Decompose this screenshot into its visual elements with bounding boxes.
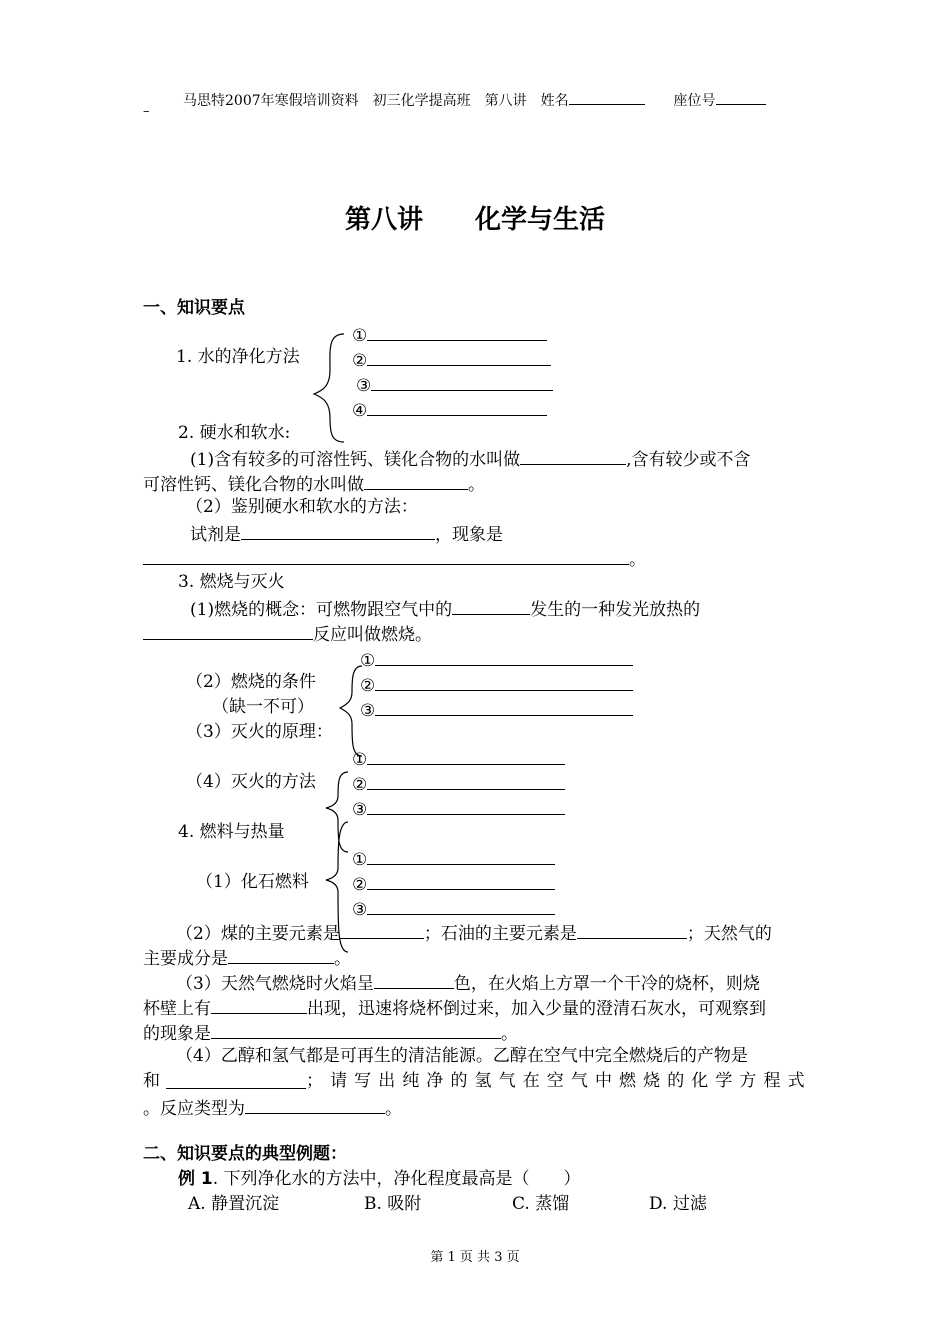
method-row-2 <box>352 772 565 795</box>
method-mark-1: ① <box>352 750 368 770</box>
item1-mark-1: ① <box>352 326 368 346</box>
p4-c: ；请写出纯净的氢气在空气中燃烧的化学方程式 <box>306 1071 808 1091</box>
item2-p1-c: 可溶性钙、镁化合物的水叫做 <box>143 475 364 495</box>
p3-d: 出现，迅速将烧杯倒过来，加入少量的澄清石灰水，可观察到 <box>307 999 766 1019</box>
item2-reagent-line <box>190 522 503 545</box>
p3-b: 色，在火焰上方罩一个干冷的烧杯，则烧 <box>453 974 760 994</box>
item1-blank-2 <box>367 348 551 366</box>
cond-sub: （缺一不可） <box>212 697 314 717</box>
item2-p1-d: 。 <box>468 475 485 495</box>
p3-c: 杯壁上有 <box>143 999 211 1019</box>
item3-p1-line1 <box>190 597 700 620</box>
p3-line3 <box>143 1021 518 1044</box>
p2-b: ；石油的主要元素是 <box>423 924 577 944</box>
p2-c: ；天然气的 <box>686 924 772 944</box>
oil-element-blank <box>577 921 687 939</box>
header-text: 马思特2007年寒假培训资料 初三化学提高班 第八讲 姓名 <box>183 93 569 109</box>
fossil-row-1 <box>352 847 555 870</box>
item3-label: 3. 燃烧与灭火 <box>178 572 285 592</box>
fossil-mark-3: ③ <box>352 900 368 920</box>
example-label: 例 1 <box>178 1169 213 1189</box>
method-mark-3: ③ <box>352 800 368 820</box>
flame-color-blank <box>374 971 454 989</box>
page-footer: 第 1 页 共 3 页 <box>430 1250 520 1265</box>
coal-element-blank <box>340 921 424 939</box>
item3-p1-c: 反应叫做燃烧。 <box>313 625 432 645</box>
item1-label: 1. 水的净化方法 <box>176 347 300 367</box>
fossil-row-2 <box>352 872 555 895</box>
method-row-1 <box>352 747 565 770</box>
fossil-mark-1: ① <box>352 850 368 870</box>
reaction-type-blank <box>143 622 313 640</box>
p3-a: （3）天然气燃烧时火焰呈 <box>176 974 374 994</box>
principle-label: （3）灭火的原理： <box>186 722 333 742</box>
p4-line2 <box>143 1071 808 1091</box>
name-blank <box>569 87 645 105</box>
option-c: C. 蒸馏 <box>512 1194 570 1214</box>
beaker-wall-blank <box>211 996 307 1014</box>
p2-line1 <box>176 921 772 944</box>
example-text: . 下列净化水的方法中，净化程度最高是（ ） <box>212 1169 581 1189</box>
item2-p1-line2 <box>143 472 485 495</box>
p3-line2 <box>143 996 766 1019</box>
item1-row-3 <box>356 373 553 396</box>
seat-label: 座位号 <box>673 93 716 109</box>
soft-water-blank <box>364 472 468 490</box>
p2-d: 主要成分是 <box>143 949 228 969</box>
reagent-blank <box>241 522 435 540</box>
method-blank-3 <box>367 797 565 815</box>
p4-b: 和 <box>143 1071 160 1091</box>
section2-heading: 二、知识要点的典型例题： <box>143 1144 347 1164</box>
item1-blank-4 <box>367 398 547 416</box>
hard-water-blank <box>520 447 626 465</box>
reagent-label: 试剂是 <box>190 525 241 545</box>
p4-line3 <box>143 1096 402 1119</box>
fossil-blank-2 <box>367 872 555 890</box>
p4-e: 。 <box>385 1099 402 1119</box>
method-blank-2 <box>367 772 565 790</box>
gas-component-blank <box>228 946 334 964</box>
p3-line1 <box>176 971 760 994</box>
p4-line1: （4）乙醇和氢气都是可再生的清洁能源。乙醇在空气中完全燃烧后的产物是 <box>176 1046 748 1066</box>
option-a: A. 静置沉淀 <box>188 1194 280 1214</box>
item3-p1-a: (1)燃烧的概念：可燃物跟空气中的 <box>190 600 453 620</box>
p3-e: 的现象是 <box>143 1024 211 1044</box>
seat-blank <box>716 87 766 105</box>
item1-row-2 <box>352 348 551 371</box>
p2-a: （2）煤的主要元素是 <box>176 924 340 944</box>
reaction-type-blank-2 <box>245 1096 385 1114</box>
p2-line2 <box>143 946 351 969</box>
option-d: D. 过滤 <box>649 1194 707 1214</box>
cond-row-3 <box>360 698 633 721</box>
cond-blank-3 <box>375 698 633 716</box>
page-title: 第八讲 化学与生活 <box>344 205 605 235</box>
cond-mark-3: ③ <box>360 701 376 721</box>
page-header <box>183 87 766 110</box>
method-label: （4）灭火的方法 <box>186 772 316 792</box>
cond-row-1 <box>360 648 633 671</box>
item2-phenomenon-line <box>143 547 646 570</box>
p4-d: 。反应类型为 <box>143 1099 245 1119</box>
fossil-blank-3 <box>367 897 555 915</box>
p3-f: 。 <box>501 1024 518 1044</box>
cond-mark-2: ② <box>360 676 376 696</box>
cond-blank-2 <box>375 673 633 691</box>
item1-mark-4: ④ <box>352 401 368 421</box>
fossil-label: （1）化石燃料 <box>196 872 309 892</box>
section1-heading: 一、知识要点 <box>143 298 245 318</box>
option-b: B. 吸附 <box>364 1194 422 1214</box>
method-row-3 <box>352 797 565 820</box>
item2-p1-b: ,含有较少或不含 <box>626 450 751 470</box>
fossil-row-3 <box>352 897 555 920</box>
item1-mark-2: ② <box>352 351 368 371</box>
ethanol-product-blank <box>166 1071 306 1089</box>
phenomenon-label: ，现象是 <box>435 525 503 545</box>
p2-e: 。 <box>334 949 351 969</box>
item2-p2: （2）鉴别硬水和软水的方法： <box>186 497 418 517</box>
phenomenon-blank <box>143 547 629 565</box>
air-component-blank <box>452 597 530 615</box>
item1-brace <box>310 330 350 445</box>
cond-blank-1 <box>375 648 633 666</box>
item2-end: 。 <box>629 550 646 570</box>
item3-p1-b: 发生的一种发光放热的 <box>530 600 701 620</box>
method-mark-2: ② <box>352 775 368 795</box>
item3-p1-line2 <box>143 622 432 645</box>
item1-row-1 <box>352 323 547 346</box>
item4-label: 4. 燃料与热量 <box>178 822 285 842</box>
cond-row-2 <box>360 673 633 696</box>
item2-p1-a: (1)含有较多的可溶性钙、镁化合物的水叫做 <box>190 450 521 470</box>
cond-mark-1: ① <box>360 651 376 671</box>
fossil-mark-2: ② <box>352 875 368 895</box>
cond-label: （2）燃烧的条件 <box>186 672 316 692</box>
item1-mark-3: ③ <box>356 376 372 396</box>
fossil-blank-1 <box>367 847 555 865</box>
phenomenon-observed-blank <box>211 1021 501 1039</box>
example-1 <box>178 1169 581 1189</box>
item2-p1-line1 <box>190 447 751 470</box>
item1-blank-3 <box>371 373 553 391</box>
item2-label: 2. 硬水和软水: <box>178 423 291 443</box>
header-dash: – <box>143 104 150 119</box>
item1-row-4 <box>352 398 547 421</box>
item1-blank-1 <box>367 323 547 341</box>
method-blank-1 <box>367 747 565 765</box>
